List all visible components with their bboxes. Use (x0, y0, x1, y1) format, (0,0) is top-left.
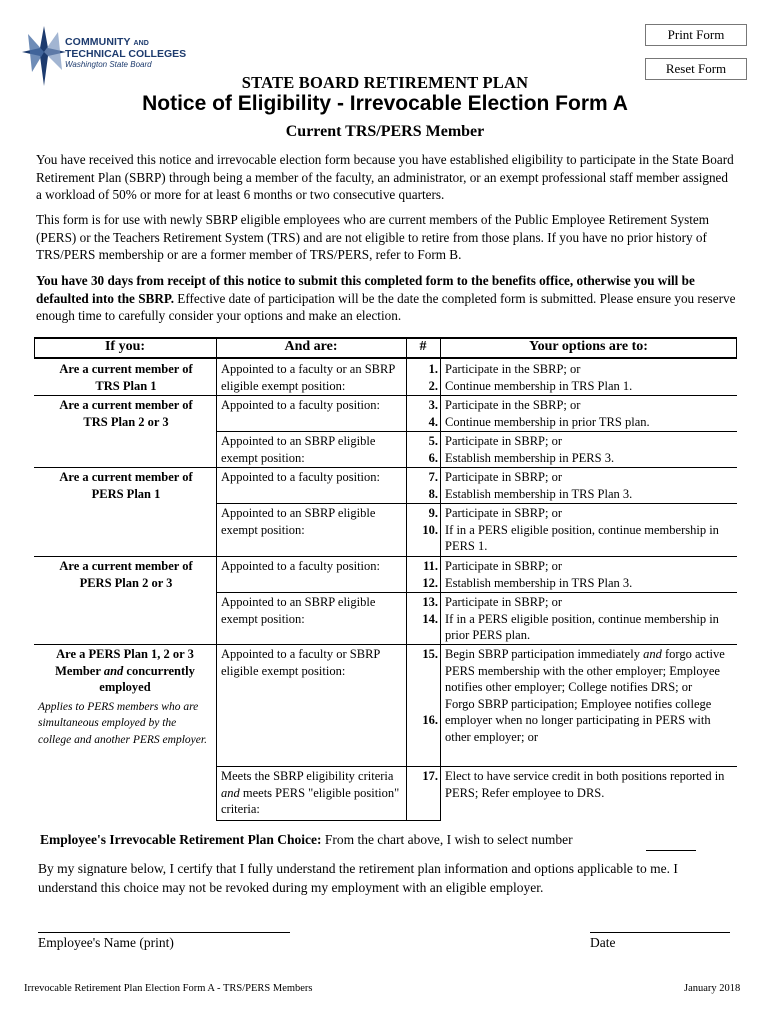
options-row-3: Participate in SBRP; or Establish membership in PERS 3. (445, 434, 615, 465)
page-subtitle: Current TRS/PERS Member (285, 123, 485, 140)
logo-line-3: Washington State Board (65, 60, 152, 69)
date-field[interactable] (590, 932, 730, 933)
if-you-concurrent: Are a PERS Plan 1, 2 or 3 Member and concurrently employed Applies to PERS members who are simultaneous employed by the college and another PERS employer. (38, 646, 212, 748)
logo-line-2: TECHNICAL COLLEGES (65, 48, 187, 60)
option-number: 9. 10. (422, 506, 438, 537)
footer-form-name: Irrevocable Retirement Plan Election Form A - TRS/PERS Members (24, 983, 313, 994)
options-row-4: Participate in SBRP; or Establish membership in TRS Plan 3. (445, 470, 633, 501)
header-if-you: If you: (104, 339, 146, 354)
if-you-trs-plan-2-3: Are a current member of TRS Plan 2 or 3 (59, 398, 193, 429)
and-are-row-6: Appointed to a faculty position: (221, 559, 381, 573)
options-row-9: Elect to have service credit in both positions reported in PERS; Refer employee to DRS. (445, 769, 725, 800)
deadline-notice: You have 30 days from receipt of this notice to submit this completed form to the benefits office, otherwise you will be defaulted into the SBRP. (36, 273, 695, 306)
option-number: 7. 8. (428, 470, 438, 501)
and-are-row-5: Appointed to an SBRP eligible exempt position: (221, 506, 376, 537)
page-title: Notice of Eligibility - Irrevocable Election Form A (142, 92, 628, 115)
option-number: 3. 4. (428, 398, 438, 429)
intro-paragraph-1: You have received this notice and irrevocable election form because you have established eligibility to participate in the State Board Retirement Plan (SBRP) through being a member of the faculty, an administrator, or an exempt professional staff member assigned a workload of 50% or more for at least 6 months or two consecutive quarters. (36, 152, 734, 202)
option-number: 13. 14. (422, 595, 438, 626)
plan-choice (40, 832, 573, 848)
if-you-pers-plan-1: Are a current member of PERS Plan 1 (59, 470, 193, 501)
option-number: 5. 6. (428, 434, 438, 465)
and-are-row-9: Meets the SBRP eligibility criteria and meets PERS "eligible position" criteria: (221, 769, 400, 816)
option-number: 1. 2. (428, 362, 438, 393)
and-are-row-7: Appointed to an SBRP eligible exempt position: (221, 595, 376, 626)
options-row-6: Participate in SBRP; or Establish membership in TRS Plan 3. (445, 559, 633, 590)
date-label: Date (590, 935, 616, 950)
header-options: Your options are to: (529, 339, 648, 354)
and-are-row-3: Appointed to an SBRP eligible exempt position: (221, 434, 376, 465)
concurrent-note: Applies to PERS members who are simultaneous employed by the college and another PERS employer. (38, 700, 207, 746)
plan-heading: STATE BOARD RETIREMENT PLAN (241, 73, 529, 92)
footer-date: January 2018 (684, 983, 741, 994)
employee-name-field[interactable] (38, 932, 290, 933)
intro-paragraph-2: This form is for use with newly SBRP eligible employees who are current members of the Public Employee Retirement System (PERS) or the Teachers Retirement System (TRS) and are not eligible to retire from those plans. If you have no prior history of TRS/PERS membership or are a former member of TRS/PERS, refer to Form B. (36, 212, 710, 262)
option-number: 15. (422, 647, 438, 661)
print-form-button[interactable]: Print Form (645, 24, 747, 46)
header-number: # (419, 339, 427, 354)
options-row-1: Participate in the SBRP; or Continue membership in TRS Plan 1. (445, 362, 633, 393)
logo-and: AND (133, 40, 149, 47)
options-row-7: Participate in SBRP; or If in a PERS eligible position, continue membership in prior PERS plan. (445, 595, 719, 642)
plan-choice-label: Employee's Irrevocable Retirement Plan Choice: (40, 832, 322, 847)
options-row-8: Begin SBRP participation immediately and forgo active PERS membership with the other employer; Employee notifies other employer; College notifies DRS; or Forgo SBRP participation; Employee notifies college employer when no longer participating in PERS with other employer; or (445, 647, 725, 744)
logo-line-1: COMMUNITY (65, 36, 131, 48)
header-and-are: And are: (284, 339, 338, 354)
employee-name-label: Employee's Name (print) (38, 935, 174, 950)
plan-choice-number-field[interactable] (646, 850, 696, 851)
and-are-row-8: Appointed to a faculty or SBRP eligible exempt position: (221, 647, 380, 678)
if-you-pers-plan-2-3: Are a current member of PERS Plan 2 or 3 (59, 559, 193, 590)
reset-form-button[interactable]: Reset Form (645, 58, 747, 80)
if-you-trs-plan-1: Are a current member of TRS Plan 1 (59, 362, 193, 393)
and-are-row-1: Appointed to a faculty or an SBRP eligible exempt position: (221, 362, 395, 393)
intro-paragraph-3 (36, 272, 736, 325)
options-table (34, 337, 737, 821)
options-row-5: Participate in SBRP; or If in a PERS eligible position, continue membership in PERS 1. (445, 506, 719, 553)
option-number: 17. (422, 769, 438, 783)
option-number: 16. (422, 713, 438, 727)
plan-choice-text: From the chart above, I wish to select number (324, 832, 573, 847)
and-are-row-4: Appointed to a faculty position: (221, 470, 381, 484)
and-are-row-2: Appointed to a faculty position: (221, 398, 381, 412)
certification-statement: By my signature below, I certify that I fully understand the retirement plan information and options applicable to me. I understand this choice may not be revoked during my employment with an eligible employer. (38, 861, 678, 895)
options-row-2: Participate in the SBRP; or Continue membership in prior TRS plan. (445, 398, 650, 429)
option-number: 11. 12. (422, 559, 438, 590)
deadline-details: Effective date of participation will be the date the completed form is submitted. Please ensure you reserve enough time to carefully consider your options and make an election. (36, 290, 736, 323)
